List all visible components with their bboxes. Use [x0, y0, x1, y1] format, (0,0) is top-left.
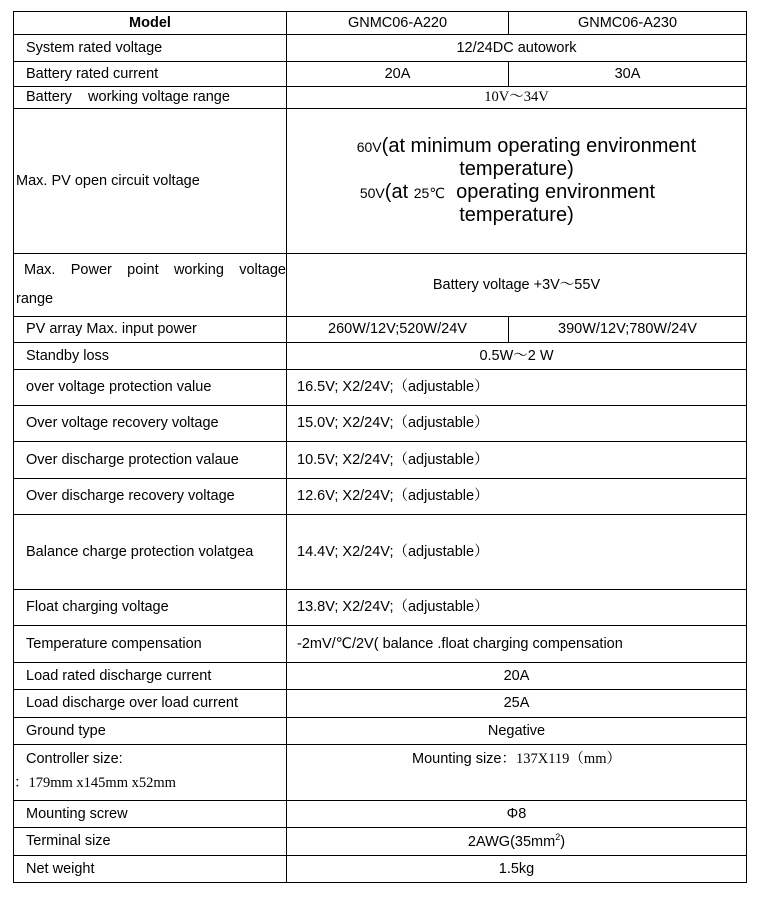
- table-row: [14, 663, 747, 690]
- terminal-value-main: 2AWG(35mm: [467, 834, 556, 851]
- row-value-a: 260W/12V;520W/24V: [287, 317, 509, 343]
- table-row: [14, 515, 747, 590]
- table-row: [14, 254, 747, 317]
- header-model-b: GNMC06-A230: [509, 12, 747, 35]
- row-label: Ground type: [14, 718, 287, 745]
- table-row: [14, 12, 747, 35]
- terminal-value-end: ): [560, 834, 566, 851]
- row-label: System rated voltage: [14, 35, 287, 62]
- row-label: PV array Max. input power: [14, 317, 287, 343]
- row-label: Battery rated current: [14, 62, 287, 87]
- table-row: [14, 343, 747, 370]
- pv-open-line1-num: 60V: [356, 139, 382, 155]
- header-model-a: GNMC06-A220: [287, 12, 509, 35]
- pv-open-value: [287, 109, 747, 254]
- table-row: [14, 87, 747, 109]
- row-label: Temperature compensation: [14, 626, 287, 663]
- pv-open-line4: temperature): [459, 204, 574, 226]
- row-label: Balance charge protection volatgea: [14, 515, 287, 590]
- row-value: 25A: [287, 690, 747, 718]
- row-label: Standby loss: [14, 343, 287, 370]
- size-value-prefix: Mounting size：: [412, 751, 516, 767]
- row-value: 12.6V; X2/24V;（adjustable）: [287, 479, 747, 515]
- table-row: [14, 590, 747, 626]
- row-label: Over discharge recovery voltage: [14, 479, 287, 515]
- table-row: [14, 62, 747, 87]
- table-row: [14, 856, 747, 883]
- row-value: 14.4V; X2/24V;（adjustable）: [287, 515, 747, 590]
- header-model: Model: [14, 12, 287, 35]
- pv-open-line3-temp: 25℃: [413, 185, 445, 201]
- table-row: [14, 690, 747, 718]
- pv-open-line3-rest: operating environment: [444, 181, 656, 203]
- row-label: Over voltage recovery voltage: [14, 406, 287, 442]
- table-row: [14, 109, 747, 254]
- spec-table: [13, 11, 747, 883]
- row-value: 10.5V; X2/24V;（adjustable）: [287, 442, 747, 479]
- row-value: 15.0V; X2/24V;（adjustable）: [287, 406, 747, 442]
- size-label-line2: ：179mm x145mm x52mm: [14, 774, 176, 791]
- table-row: [14, 801, 747, 828]
- row-value: 16.5V; X2/24V;（adjustable）: [287, 370, 747, 406]
- row-value: Φ8: [287, 801, 747, 828]
- row-value: 0.5W～2 W: [287, 343, 747, 370]
- row-label: Load discharge over load current: [14, 690, 287, 718]
- table-row: [14, 626, 747, 663]
- pv-open-line1-text: (at minimum operating environment: [381, 135, 697, 157]
- table-row: [14, 828, 747, 856]
- row-label: Mounting screw: [14, 801, 287, 828]
- table-row: [14, 745, 747, 801]
- row-value: Battery voltage +3V～55V: [287, 254, 747, 317]
- mpp-label: [14, 254, 287, 317]
- row-label: Net weight: [14, 856, 287, 883]
- terminal-value-sup: 2: [555, 832, 561, 843]
- row-label: Terminal size: [14, 828, 287, 856]
- size-label-line1: Controller size:: [26, 751, 123, 767]
- row-value: Negative: [287, 718, 747, 745]
- row-label: Float charging voltage: [14, 590, 287, 626]
- row-value: -2mV/℃/2V( balance .float charging compensation: [287, 626, 747, 663]
- table-row: [14, 370, 747, 406]
- table-row: [14, 479, 747, 515]
- row-value: 13.8V; X2/24V;（adjustable）: [287, 590, 747, 626]
- table-row: [14, 35, 747, 62]
- pv-open-line3-text: (at: [384, 181, 414, 203]
- row-value-b: 30A: [509, 62, 747, 87]
- pv-open-line3-num: 50V: [359, 185, 385, 201]
- size-label: [14, 745, 287, 801]
- table-row: [14, 718, 747, 745]
- table-row: [14, 406, 747, 442]
- row-label: Max. PV open circuit voltage: [14, 109, 287, 254]
- terminal-value: [287, 828, 747, 856]
- row-label: Over discharge protection valaue: [14, 442, 287, 479]
- pv-open-line2: temperature): [459, 158, 574, 180]
- size-value: [287, 745, 747, 801]
- row-value: 1.5kg: [287, 856, 747, 883]
- row-label: Load rated discharge current: [14, 663, 287, 690]
- row-value: 12/24DC autowork: [287, 35, 747, 62]
- table-row: [14, 442, 747, 479]
- row-value: 10V～34V: [287, 87, 747, 109]
- row-value-a: 20A: [287, 62, 509, 87]
- row-label: over voltage protection value: [14, 370, 287, 406]
- row-value-b: 390W/12V;780W/24V: [509, 317, 747, 343]
- row-label: Battery working voltage range: [14, 87, 287, 109]
- mpp-label-line2: range: [16, 291, 54, 307]
- row-value: 20A: [287, 663, 747, 690]
- mpp-label-line1: Max. Power point working voltage: [24, 262, 286, 279]
- size-value-dims: 137X119（mm）: [515, 751, 621, 767]
- table-row: [14, 317, 747, 343]
